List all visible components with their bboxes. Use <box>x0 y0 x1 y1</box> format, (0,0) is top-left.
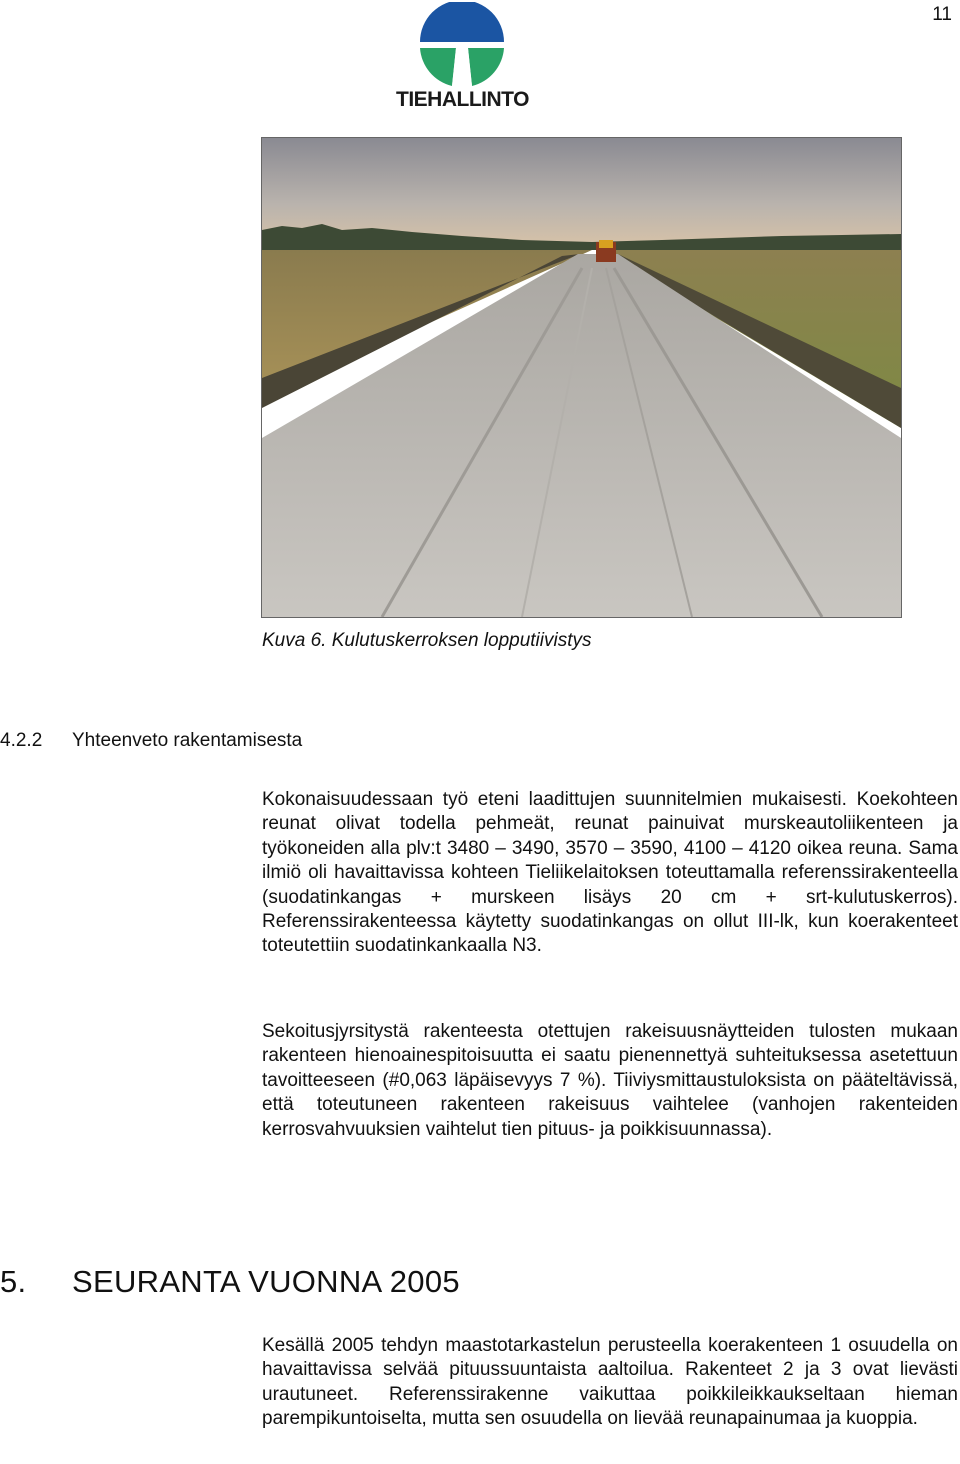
logo-text: TIEHALLINTO <box>396 88 529 111</box>
chapter-heading-5 <box>0 1264 460 1300</box>
figure-caption: Kuva 6. Kulutuskerroksen lopputiivistys <box>262 630 592 651</box>
body-paragraph: Sekoitusjyrsitystä rakenteesta otettujen rakeisuusnäytteiden tulosten mukaan rakenteen hienoainespitoisuutta ei saatu pienennettyä suhteituksessa asetettuun tavoitteeseen (#0,063 läpäisevyys 7 %). Tiiviysmittaustuloksista on pääteltävissä, että toteutuneen rakenteen rakeisuus vaihtelee (vanhojen rakenteiden kerrosvahvuuksien vaihtelut tien pituus- ja poikkisuunnassa). <box>262 1021 958 1140</box>
tiehallinto-logo <box>396 2 528 114</box>
road-photo <box>261 137 902 618</box>
section-heading-4-2-2 <box>0 730 302 752</box>
page-number: 11 <box>932 4 952 25</box>
chapter-number: 5. <box>0 1264 27 1299</box>
chapter-title: SEURANTA VUONNA 2005 <box>72 1264 460 1299</box>
body-paragraph: Kesällä 2005 tehdyn maastotarkastelun perusteella koerakenteen 1 osuudella on havaittavissa selvää pituussuuntaista aaltoilua. Rakenteet 2 ja 3 ovat lievästi urautuneet. Referenssirakenne vaikuttaa poikkileikkaukseltaan hieman parempikuntoiselta, mutta sen osuudella on lievää reunapainumaa ja kuoppia. <box>262 1335 958 1430</box>
section-number: 4.2.2 <box>0 730 43 751</box>
tiehallinto-emblem-icon <box>396 2 528 92</box>
section-title: Yhteenveto rakentamisesta <box>72 730 303 751</box>
body-paragraph: Kokonaisuudessaan työ eteni laadittujen suunnitelmien mukaisesti. Koekohteen reunat olivat todella pehmeät, reunat painuivat murskeautoliikenteen ja työkoneiden alla plv:t 3480 – 3490, 3570 – 3590, 4100 – 4120 oikea reuna. Sama ilmiö oli havaittavissa kohteen Tieliikelaitoksen toteuttamalla referenssirakenteella (suodatinkangas + murskeen lisäys 20 cm + srt-kulutuskerros). Referenssirakenteessa käytetty suodatinkangas on ollut III-lk, kun koerakenteet toteutettiin suodatinkankaalla N3. <box>262 789 958 957</box>
